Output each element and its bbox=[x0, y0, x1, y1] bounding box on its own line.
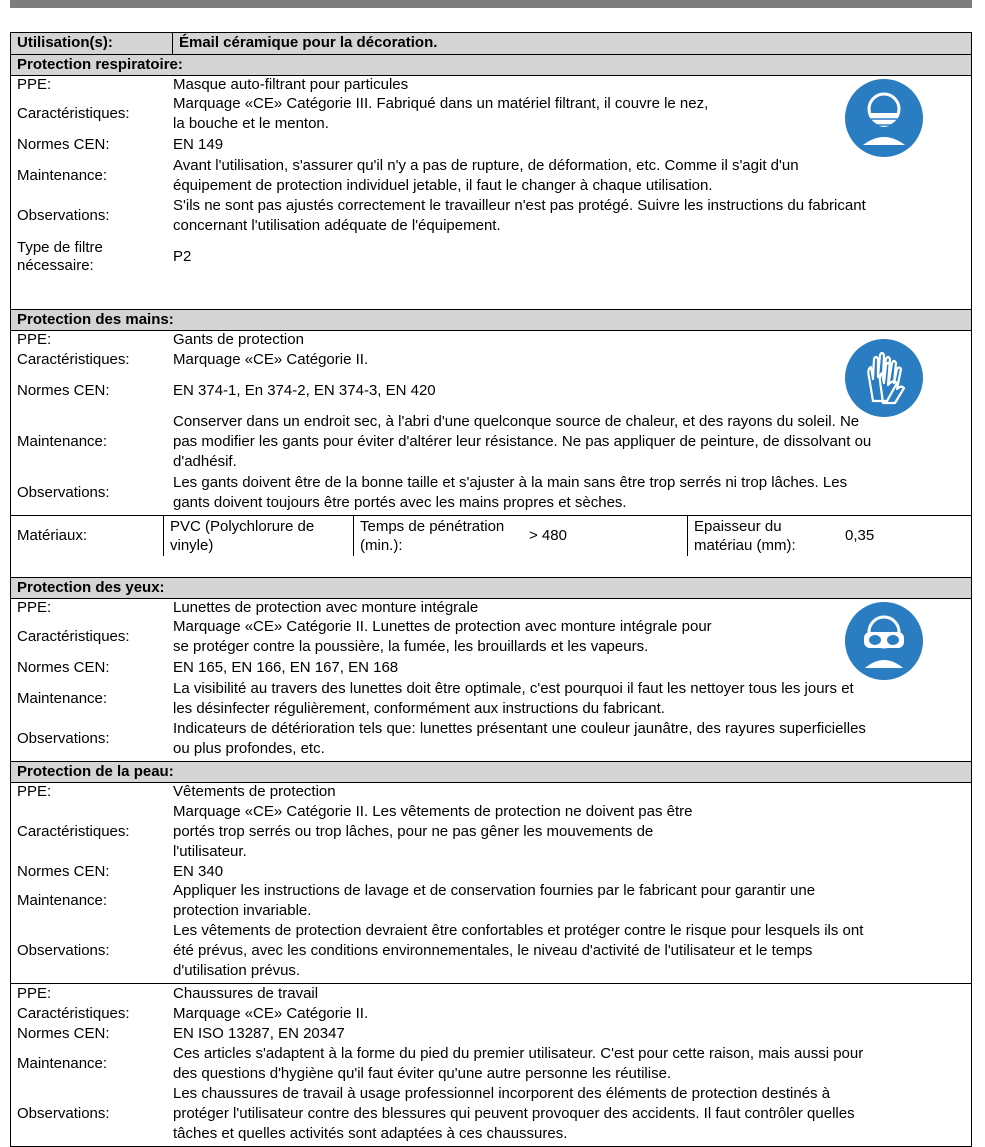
resp-char-label: Caractéristiques: bbox=[17, 105, 130, 122]
resp-obs-label: Observations: bbox=[17, 207, 110, 224]
hands-norms-label: Normes CEN: bbox=[17, 382, 110, 399]
feet-obs-label: Observations: bbox=[17, 1105, 110, 1122]
eyes-norms-row bbox=[11, 657, 971, 679]
skin-char-line2: portés trop serrés ou trop lâches, pour ne pas gêner les mouvements de bbox=[173, 823, 654, 840]
skin-obs-label: Observations: bbox=[17, 942, 110, 959]
feet-ppe-row bbox=[11, 984, 971, 1004]
hands-char-row bbox=[11, 349, 971, 371]
feet-obs-line1: Les chaussures de travail à usage professionnel incorporent des éléments de protection destinés à bbox=[173, 1085, 831, 1102]
mask-icon bbox=[845, 79, 923, 157]
skin-ppe-value: Vêtements de protection bbox=[173, 783, 336, 800]
eyes-maint-label: Maintenance: bbox=[17, 690, 108, 707]
eyes-norms-value: EN 165, EN 166, EN 167, EN 168 bbox=[173, 659, 399, 676]
skin-section-title: Protection de la peau: bbox=[11, 762, 971, 783]
feet-maint-row bbox=[11, 1044, 971, 1084]
eyes-obs-line1: Indicateurs de détérioration tels que: lunettes présentant une couleur jaunâtre, des rayures superficielles bbox=[173, 720, 866, 737]
hands-section-title: Protection des mains: bbox=[11, 310, 971, 331]
resp-filter-label-1: Type de filtre bbox=[17, 239, 103, 256]
feet-maint-line2: des questions d'hygiène qu'il faut éviter qu'une autre personne les réutilise. bbox=[173, 1065, 672, 1082]
feet-maint-label: Maintenance: bbox=[17, 1055, 108, 1072]
hands-ppe-value: Gants de protection bbox=[173, 331, 304, 348]
penetration-label-2: (min.): bbox=[360, 537, 403, 554]
feet-maint-line1: Ces articles s'adaptent à la forme du pied du premier utilisateur. C'est pour cette raison, mais aussi pour bbox=[173, 1045, 864, 1062]
eyes-norms-label: Normes CEN: bbox=[17, 659, 110, 676]
skin-obs-line1: Les vêtements de protection devraient être confortables et protéger contre le risque pour lesquels ils ont bbox=[173, 922, 864, 939]
usage-row bbox=[11, 33, 971, 55]
hands-maint-line2: pas modifier les gants pour éviter d'altérer leur résistance. Ne pas appliquer de peinture, de dissolvant ou bbox=[173, 433, 872, 450]
resp-obs-line1: S'ils ne sont pas ajustés correctement le travailleur n'est pas protégé. Suivre les instructions du fabricant bbox=[173, 197, 866, 214]
usage-label: Utilisation(s): bbox=[11, 33, 173, 54]
feet-ppe-value: Chaussures de travail bbox=[173, 985, 319, 1002]
feet-obs-line2: protéger l'utilisateur contre des blessures qui peuvent provoquer des accidents. Il faut contrôler quelles bbox=[173, 1105, 855, 1122]
eyes-char-line2: se protéger contre la poussière, la fumée, les brouillards et les vapeurs. bbox=[173, 638, 649, 655]
feet-char-row bbox=[11, 1004, 971, 1024]
skin-ppe-row bbox=[11, 783, 971, 801]
resp-maint-line2: équipement de protection individuel jetable, il faut le changer à chaque utilisation. bbox=[173, 177, 713, 194]
eyes-char-row bbox=[11, 617, 971, 657]
hands-char-value: Marquage «CE» Catégorie II. bbox=[173, 351, 369, 368]
feet-obs-line3: tâches et quelles activités sont adaptées à ces chaussures. bbox=[173, 1125, 568, 1142]
eyes-ppe-row bbox=[11, 599, 971, 617]
feet-char-value: Marquage «CE» Catégorie II. bbox=[173, 1005, 369, 1022]
eyes-obs-row bbox=[11, 719, 971, 759]
materials-line2: vinyle) bbox=[170, 537, 214, 554]
resp-maint-row bbox=[11, 156, 971, 196]
thickness-value: 0,35 bbox=[845, 527, 875, 544]
feet-ppe-label: PPE: bbox=[17, 985, 52, 1002]
eyes-ppe-value: Lunettes de protection avec monture intégrale bbox=[173, 599, 479, 616]
feet-char-label: Caractéristiques: bbox=[17, 1005, 130, 1022]
usage-value: Émail céramique pour la décoration. bbox=[179, 34, 438, 51]
eyes-obs-line2: ou plus profondes, etc. bbox=[173, 740, 325, 757]
feet-section bbox=[11, 984, 971, 1146]
hands-maint-line3: d'adhésif. bbox=[173, 453, 237, 470]
resp-maint-label: Maintenance: bbox=[17, 167, 108, 184]
resp-norms-row bbox=[11, 134, 971, 156]
eyes-obs-label: Observations: bbox=[17, 730, 110, 747]
resp-ppe-value: Masque auto-filtrant pour particules bbox=[173, 76, 409, 93]
materials-line1: PVC (Polychlorure de bbox=[170, 518, 315, 535]
eyes-section bbox=[11, 599, 971, 762]
feet-norms-value: EN ISO 13287, EN 20347 bbox=[173, 1025, 345, 1042]
resp-norms-label: Normes CEN: bbox=[17, 136, 110, 153]
hands-obs-line1: Les gants doivent être de la bonne taille et s'ajuster à la main sans être trop serrés ni trop lâches. Les bbox=[173, 474, 848, 491]
skin-char-line1: Marquage «CE» Catégorie II. Les vêtements de protection ne doivent pas être bbox=[173, 803, 693, 820]
resp-filter-row bbox=[11, 236, 971, 278]
skin-obs-row bbox=[11, 921, 971, 981]
eyes-maint-row bbox=[11, 679, 971, 719]
hands-materials-row bbox=[11, 515, 971, 556]
skin-obs-line2: été prévus, avec les conditions environnementales, le niveau d'activité de l'utilisateur et le temps bbox=[173, 942, 813, 959]
resp-ppe-label: PPE: bbox=[17, 76, 52, 93]
hands-char-label: Caractéristiques: bbox=[17, 351, 130, 368]
hands-ppe-row bbox=[11, 331, 971, 349]
feet-norms-row bbox=[11, 1024, 971, 1044]
resp-maint-line1: Avant l'utilisation, s'assurer qu'il n'y a pas de rupture, de déformation, etc. Comme il s'agit d'un bbox=[173, 157, 799, 174]
skin-norms-value: EN 340 bbox=[173, 863, 224, 880]
skin-maint-row bbox=[11, 881, 971, 921]
hands-section bbox=[11, 331, 971, 578]
eyes-ppe-label: PPE: bbox=[17, 599, 52, 616]
resp-obs-row bbox=[11, 196, 971, 236]
resp-ppe-row bbox=[11, 76, 971, 94]
resp-filter-label-2: nécessaire: bbox=[17, 257, 94, 274]
hands-norms-value: EN 374-1, En 374-2, EN 374-3, EN 420 bbox=[173, 382, 436, 399]
skin-maint-line2: protection invariable. bbox=[173, 902, 312, 919]
respiratory-section bbox=[11, 76, 971, 310]
resp-char-row bbox=[11, 94, 971, 134]
resp-obs-line2: concernant l'utilisation adéquate de l'équipement. bbox=[173, 217, 501, 234]
skin-norms-label: Normes CEN: bbox=[17, 863, 110, 880]
eyes-maint-line1: La visibilité au travers des lunettes doit être optimale, c'est pourquoi il faut les nettoyer tous les jours et bbox=[173, 680, 854, 697]
skin-norms-row bbox=[11, 863, 971, 881]
hands-maint-row bbox=[11, 411, 971, 473]
safety-data-table bbox=[10, 32, 972, 1147]
thickness-label-1: Epaisseur du bbox=[694, 518, 782, 535]
materials-label: Matériaux: bbox=[17, 527, 88, 544]
hands-ppe-label: PPE: bbox=[17, 331, 52, 348]
hands-obs-row bbox=[11, 473, 971, 513]
eyes-char-line1: Marquage «CE» Catégorie II. Lunettes de protection avec monture intégrale pour bbox=[173, 618, 712, 635]
skin-ppe-label: PPE: bbox=[17, 783, 52, 800]
respiratory-section-title: Protection respiratoire: bbox=[11, 55, 971, 76]
hands-obs-label: Observations: bbox=[17, 484, 110, 501]
thickness-label-2: matériau (mm): bbox=[694, 537, 796, 554]
gloves-icon bbox=[845, 339, 923, 417]
hands-obs-line2: gants doivent toujours être portés avec les mains propres et sèches. bbox=[173, 494, 627, 511]
skin-char-label: Caractéristiques: bbox=[17, 823, 130, 840]
eyes-maint-line2: les désinfecter régulièrement, conformément aux instructions du fabricant. bbox=[173, 700, 665, 717]
skin-obs-line3: d'utilisation prévus. bbox=[173, 962, 301, 979]
skin-char-row bbox=[11, 801, 971, 863]
goggles-icon bbox=[845, 602, 923, 680]
penetration-value: > 480 bbox=[529, 527, 567, 544]
eyes-section-title: Protection des yeux: bbox=[11, 578, 971, 599]
resp-char-line1: Marquage «CE» Catégorie III. Fabriqué dans un matériel filtrant, il couvre le nez, bbox=[173, 95, 709, 112]
skin-section bbox=[11, 783, 971, 984]
resp-char-line2: la bouche et le menton. bbox=[173, 115, 329, 132]
feet-norms-label: Normes CEN: bbox=[17, 1025, 110, 1042]
resp-filter-value: P2 bbox=[173, 248, 192, 265]
resp-norms-value: EN 149 bbox=[173, 136, 224, 153]
hands-norms-row bbox=[11, 371, 971, 411]
penetration-label-1: Temps de pénétration bbox=[360, 518, 505, 535]
feet-obs-row bbox=[11, 1084, 971, 1144]
skin-maint-label: Maintenance: bbox=[17, 892, 108, 909]
skin-char-line3: l'utilisateur. bbox=[173, 843, 247, 860]
hands-maint-line1: Conserver dans un endroit sec, à l'abri d'une quelconque source de chaleur, et des rayons du soleil. Ne bbox=[173, 413, 860, 430]
eyes-char-label: Caractéristiques: bbox=[17, 628, 130, 645]
skin-maint-line1: Appliquer les instructions de lavage et de conservation fournies par le fabricant pour garantir une bbox=[173, 882, 816, 899]
hands-maint-label: Maintenance: bbox=[17, 433, 108, 450]
top-bar bbox=[10, 0, 972, 8]
